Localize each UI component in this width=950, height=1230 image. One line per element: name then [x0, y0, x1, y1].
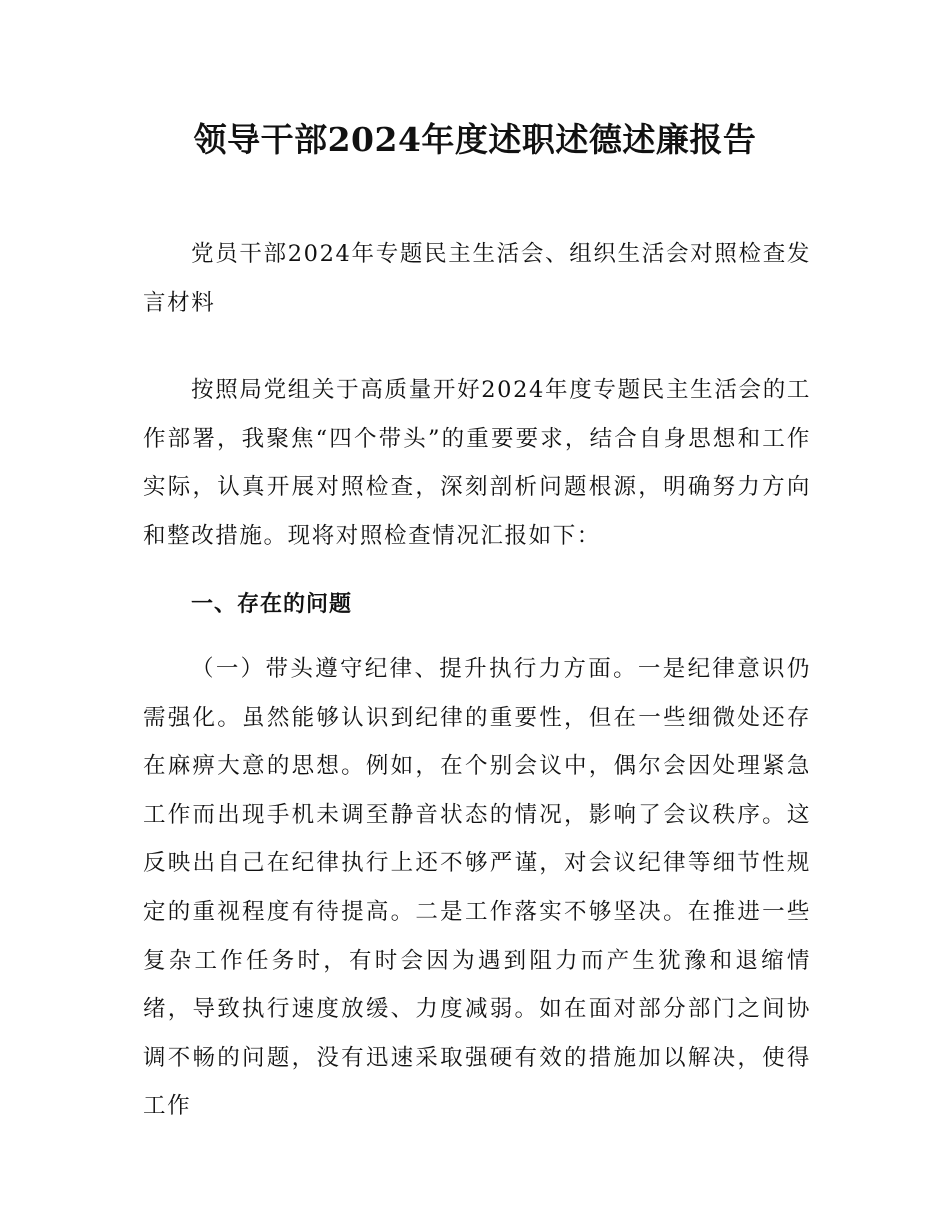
section-heading: 一、存在的问题	[191, 592, 353, 617]
document-title: 领导干部2024年度述职述德述廉报告	[193, 120, 757, 159]
subtitle-paragraph: 党员干部2024年专题民主生活会、组织生活会对照检查发言材料	[143, 241, 811, 316]
intro-paragraph: 按照局党组关于高质量开好2024年度专题民主生活会的工作部署，我聚焦“四个带头”的重要要求，结合自身思想和工作实际，认真开展对照检查，深刻剖析问题根源，明确努力方向和整改措施。现将对照检查情况汇报如下：	[143, 377, 811, 549]
section-paragraph: （一）带头遵守纪律、提升执行力方面。一是纪律意识仍需强化。虽然能够认识到纪律的重要性，但在一些细微处还存在麻痹大意的思想。例如，在个别会议中，偶尔会因处理紧急工作而出现手机未调至静音状态的情况，影响了会议秩序。这反映出自己在纪律执行上还不够严谨，对会议纪律等细节性规定的重视程度有待提高。二是工作落实不够坚决。在推进一些复杂工作任务时，有时会因为遇到阻力而产生犹豫和退缩情绪，导致执行速度放缓、力度减弱。如在面对部分部门之间协调不畅的问题，没有迅速采取强硬有效的措施加以解决，使得工作	[143, 656, 811, 1120]
